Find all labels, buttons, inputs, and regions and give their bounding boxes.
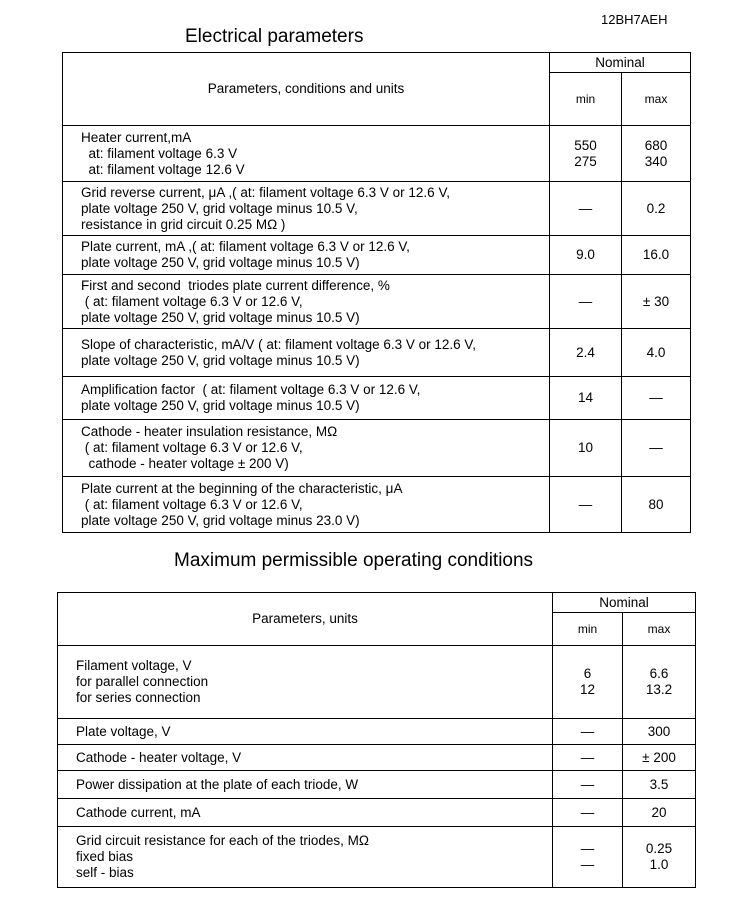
param-cell bbox=[63, 477, 550, 533]
max-value: ± 200 bbox=[623, 745, 696, 771]
param-cell bbox=[58, 719, 553, 745]
param-line: Plate current, mA ,( at: filament voltage 6.3 V or 12.6 V, bbox=[81, 239, 410, 254]
table-row bbox=[63, 182, 691, 236]
param-line: cathode - heater voltage ± 200 V) bbox=[81, 456, 289, 471]
max-value: 3.5 bbox=[623, 771, 696, 799]
param-cell bbox=[58, 771, 553, 799]
min-value: — — bbox=[553, 827, 623, 888]
param-cell bbox=[63, 420, 550, 477]
table-row bbox=[63, 377, 691, 420]
min-value: — bbox=[553, 799, 623, 827]
param-line: plate voltage 250 V, grid voltage minus 10.5 V) bbox=[81, 352, 360, 368]
min-value: — bbox=[553, 745, 623, 771]
param-line: Plate current at the beginning of the characteristic, μA bbox=[81, 480, 403, 496]
min-value: 14 bbox=[550, 377, 622, 420]
max-value: 4.0 bbox=[622, 329, 691, 377]
param-cell bbox=[58, 745, 553, 771]
table-row bbox=[58, 771, 696, 799]
max-value: 16.0 bbox=[622, 236, 691, 275]
min-header: min bbox=[550, 73, 622, 126]
param-cell bbox=[63, 126, 550, 182]
min-value: — bbox=[550, 275, 622, 329]
param-line: Plate voltage, V bbox=[76, 723, 171, 739]
min-value: 2.4 bbox=[550, 329, 622, 377]
params-header: Parameters, conditions and units bbox=[63, 53, 550, 126]
param-cell bbox=[63, 236, 550, 275]
param-cell bbox=[63, 275, 550, 329]
param-line: plate voltage 250 V, grid voltage minus 23.0 V) bbox=[81, 512, 360, 528]
max-value: 0.2 bbox=[622, 182, 691, 236]
section-title-electrical: Electrical parameters bbox=[185, 26, 364, 47]
param-line: ( at: filament voltage 6.3 V or 12.6 V, bbox=[81, 293, 303, 309]
max-header: max bbox=[622, 73, 691, 126]
param-line: for parallel connection bbox=[76, 674, 209, 689]
param-cell bbox=[63, 377, 550, 420]
table-row bbox=[63, 477, 691, 533]
max-value: 0.25 1.0 bbox=[623, 827, 696, 888]
min-value: — bbox=[553, 719, 623, 745]
min-value: — bbox=[553, 771, 623, 799]
nominal-header: Nominal bbox=[553, 593, 696, 613]
max-value: — bbox=[622, 420, 691, 477]
param-line: Amplification factor ( at: filament voltage 6.3 V or 12.6 V, bbox=[81, 382, 421, 397]
min-value: 9.0 bbox=[550, 236, 622, 275]
param-cell bbox=[58, 799, 553, 827]
min-value: 6 12 bbox=[553, 646, 623, 719]
param-cell bbox=[63, 329, 550, 377]
min-value: — bbox=[550, 477, 622, 533]
param-cell bbox=[58, 646, 553, 719]
document-code: 12BH7AEH bbox=[601, 12, 668, 27]
max-value: 300 bbox=[623, 719, 696, 745]
max-value: 680 340 bbox=[622, 126, 691, 182]
param-line: fixed bias bbox=[76, 849, 134, 864]
param-line: Cathode current, mA bbox=[76, 804, 201, 820]
params-header: Parameters, units bbox=[58, 593, 553, 646]
param-cell bbox=[58, 827, 553, 888]
table-row bbox=[63, 420, 691, 477]
param-line: Slope of characteristic, mA/V ( at: filament voltage 6.3 V or 12.6 V, bbox=[81, 336, 476, 352]
param-line: Filament voltage, V bbox=[76, 658, 192, 673]
param-line: Grid reverse current, μA ,( at: filament voltage 6.3 V or 12.6 V, bbox=[81, 184, 450, 200]
param-line: plate voltage 250 V, grid voltage minus 10.5 V) bbox=[81, 309, 360, 325]
param-line: Cathode - heater insulation resistance, MΩ bbox=[81, 424, 338, 439]
param-line: Cathode - heater voltage, V bbox=[76, 749, 242, 765]
min-value: 10 bbox=[550, 420, 622, 477]
param-line: ( at: filament voltage 6.3 V or 12.6 V, bbox=[81, 440, 303, 455]
param-line: self - bias bbox=[76, 865, 134, 880]
param-line: Power dissipation at the plate of each triode, W bbox=[76, 776, 359, 792]
param-line: First and second triodes plate current difference, % bbox=[81, 277, 390, 293]
param-line: plate voltage 250 V, grid voltage minus 10.5 V, bbox=[81, 200, 358, 216]
table-row bbox=[63, 126, 691, 182]
table-row bbox=[58, 745, 696, 771]
table-row bbox=[58, 719, 696, 745]
table-row bbox=[63, 329, 691, 377]
param-line: at: filament voltage 12.6 V bbox=[81, 161, 245, 177]
param-line: plate voltage 250 V, grid voltage minus 10.5 V) bbox=[81, 255, 360, 270]
param-line: plate voltage 250 V, grid voltage minus 10.5 V) bbox=[81, 398, 360, 413]
table-row bbox=[63, 275, 691, 329]
max-value: ± 30 bbox=[622, 275, 691, 329]
param-cell bbox=[63, 182, 550, 236]
param-line: Grid circuit resistance for each of the triodes, MΩ bbox=[76, 833, 369, 848]
max-value: — bbox=[622, 377, 691, 420]
param-line: resistance in grid circuit 0.25 MΩ ) bbox=[81, 216, 286, 232]
max-value: 80 bbox=[622, 477, 691, 533]
param-line: at: filament voltage 6.3 V bbox=[81, 145, 238, 161]
max-header: max bbox=[623, 613, 696, 646]
table-row bbox=[58, 827, 696, 888]
min-header: min bbox=[553, 613, 623, 646]
table-row bbox=[58, 799, 696, 827]
max-value: 6.6 13.2 bbox=[623, 646, 696, 719]
max-conditions-table bbox=[57, 592, 696, 888]
nominal-header: Nominal bbox=[550, 53, 691, 73]
param-line: Heater current,mA bbox=[81, 129, 192, 145]
param-line: ( at: filament voltage 6.3 V or 12.6 V, bbox=[81, 496, 303, 512]
electrical-parameters-table bbox=[62, 52, 691, 533]
param-line: for series connection bbox=[76, 690, 201, 705]
table-row bbox=[58, 646, 696, 719]
min-value: 550 275 bbox=[550, 126, 622, 182]
min-value: — bbox=[550, 182, 622, 236]
max-value: 20 bbox=[623, 799, 696, 827]
table-row bbox=[63, 236, 691, 275]
section-title-max-conditions: Maximum permissible operating conditions bbox=[174, 550, 534, 571]
